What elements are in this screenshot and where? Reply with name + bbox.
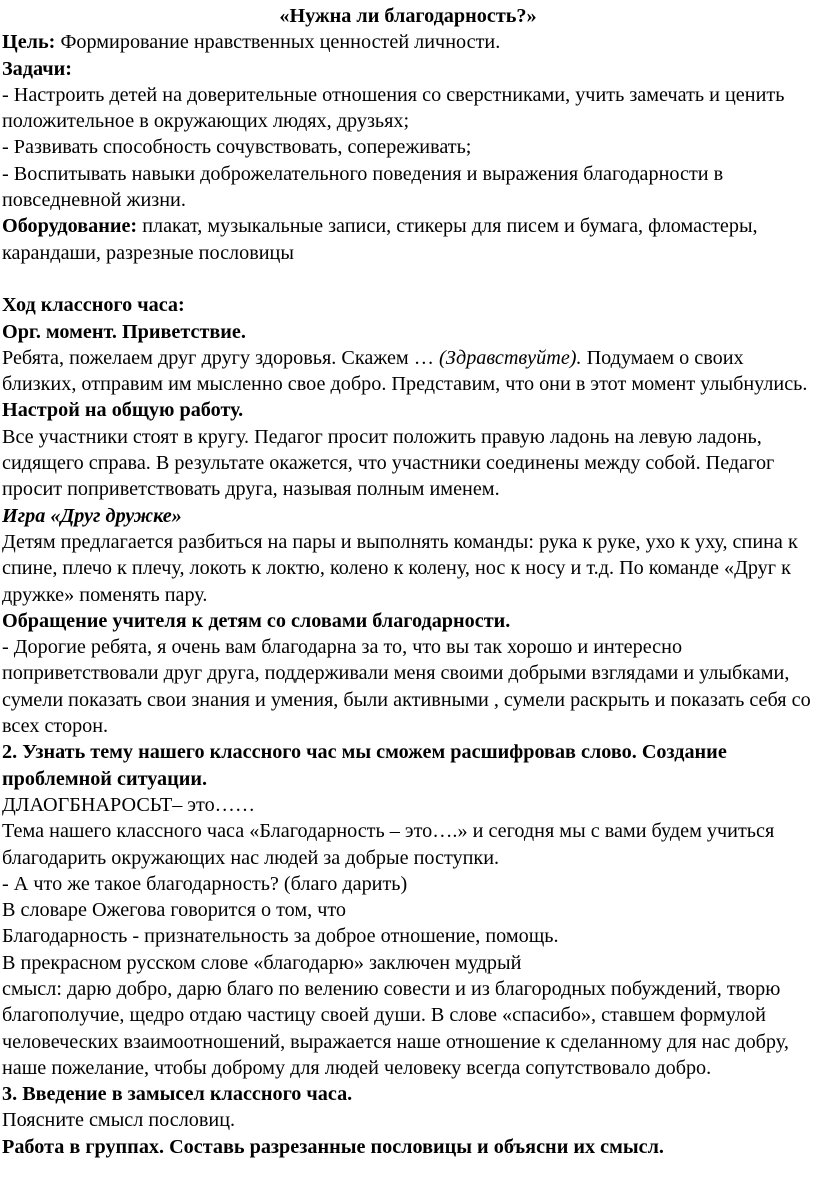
org-moment-text — [2, 345, 814, 398]
task-item: - Развивать способность сочувствовать, сопереживать; — [2, 136, 472, 159]
section2-line: Тема нашего классного часа «Благодарность – это….» и сегодня мы с вами будем учиться благодарить окружающих нас людей за добрые поступки. — [2, 820, 775, 869]
lesson-heading: Ход классного часа: — [2, 294, 185, 317]
game-heading: Игра «Друг дружке» — [2, 504, 182, 527]
org-moment-text-before: Ребята, пожелаем друг другу здоровья. Скажем … — [2, 346, 439, 369]
section2-line: - А что же такое благодарность? (благо дарить) — [2, 872, 408, 895]
section3-text: Поясните смысл пословиц. — [2, 1109, 236, 1132]
teacher-address-text: - Дорогие ребята, я очень вам благодарна за то, что вы так хорошо и интересно поприветствовали друг друга, поддерживали меня своими добрыми взглядами и улыбками, сумели показать свои знания и умения, были активными , сумели раскрыть и показать себя со всех сторон. — [2, 636, 811, 738]
goal-label: Цель: — [2, 31, 56, 54]
teacher-address-heading: Обращение учителя к детям со словами благодарности. — [2, 609, 511, 632]
section2-heading: 2. Узнать тему нашего классного час мы сможем расшифровав слово. Создание проблемной ситуации. — [2, 741, 727, 790]
section3-heading: 3. Введение в замысел классного часа. — [2, 1083, 353, 1106]
section2-line: ДЛАОГБНАРОСЬТ– это…… — [2, 793, 256, 816]
group-work-heading: Работа в группах. Составь разрезанные пословицы и объясни их смысл. — [2, 1135, 664, 1158]
blank-line — [2, 266, 814, 292]
goal-paragraph — [2, 29, 814, 55]
section2-line: В прекрасном русском слове «благодарю» заключен мудрый — [2, 951, 522, 974]
mood-text: Все участники стоят в кругу. Педагог просит положить правую ладонь на левую ладонь, сидящего справа. В результате окажется, что участники соединены между собой. Педагог просит поприветствовать друга, называя полным именем. — [2, 425, 775, 501]
equipment-label: Оборудование: — [2, 215, 138, 238]
goal-text: Формирование нравственных ценностей личности. — [55, 31, 501, 54]
org-moment-text-after: Подумаем о своих близких, отправим им мысленно свое добро. Представим, что они в этот момент улыбнулись. — [2, 346, 808, 396]
org-moment-heading: Орг. момент. Приветствие. — [2, 320, 246, 343]
section2-line: смысл: дарю добро, дарю благо по велению совести и из благородных побуждений, творю благополучие, щедро отдаю частицу своей души. В слове «спасибо», ставшем формулой человеческих взаимоотношений, выражается наше отношение к сделанному для нас добру, наше пожелание, чтобы доброму для людей человеку всегда сопутствовало добро. — [2, 977, 789, 1079]
equipment-paragraph — [2, 213, 814, 266]
equipment-text: плакат, музыкальные записи, стикеры для писем и бумага, фломастеры, карандаши, разрезные пословицы — [2, 215, 758, 264]
task-item: - Настроить детей на доверительные отношения со сверстниками, учить замечать и ценить положительное в окружающих людях, друзьях; — [2, 83, 785, 133]
section2-line: Благодарность - признательность за доброе отношение, помощь. — [2, 925, 559, 948]
task-item: - Воспитывать навыки доброжелательного поведения и выражения благодарности в повседневной жизни. — [2, 162, 724, 212]
org-moment-text-italic: (Здравствуйте). — [439, 346, 582, 369]
game-text: Детям предлагается разбиться на пары и выполнять команды: рука к руке, ухо к уху, спина к спине, плечо к плечу, локоть к локтю, колено к колену, нос к носу и т.д. По команде «Друг к дружке» поменять пару. — [2, 530, 798, 606]
tasks-heading: Задачи: — [2, 57, 72, 80]
mood-heading: Настрой на общую работу. — [2, 399, 244, 422]
section2-line: В словаре Ожегова говорится о том, что — [2, 899, 347, 922]
document-title: «Нужна ли благодарность?» — [279, 5, 537, 27]
